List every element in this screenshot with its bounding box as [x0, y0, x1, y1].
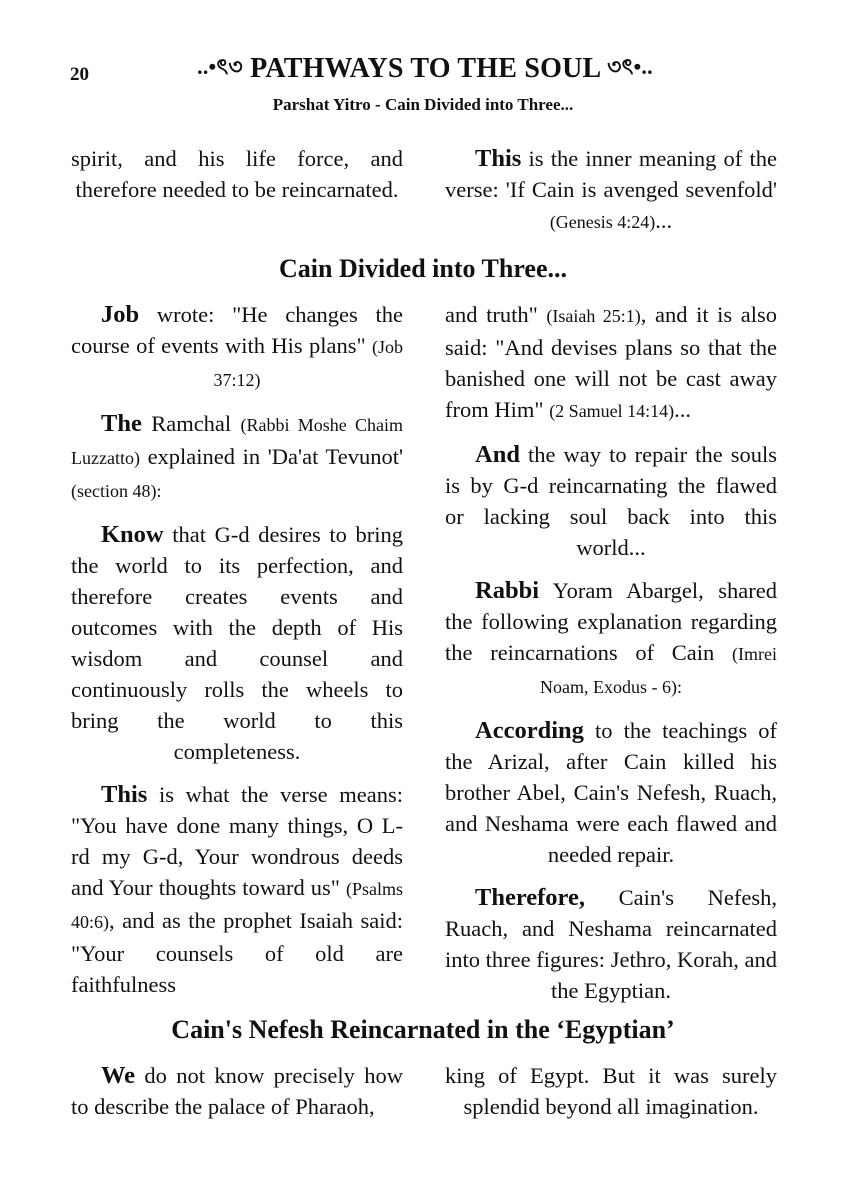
citation: (Rabbi Moshe Chaim Luzzatto)	[71, 415, 403, 468]
citation: (section 48):	[71, 481, 162, 501]
citation: (Genesis 4:24)	[549, 212, 656, 232]
citation: (Isaiah 25:1)	[546, 306, 641, 326]
top-left-column	[71, 143, 403, 217]
section-heading: Cain's Nefesh Reincarnated in the ‘Egyptian’	[171, 1015, 675, 1044]
book-title: PATHWAYS TO THE SOUL	[250, 53, 600, 84]
top-right-column	[445, 143, 777, 250]
lead-word: The	[101, 410, 142, 437]
lead-word: Know	[101, 521, 164, 548]
section2-right-column	[445, 1060, 777, 1134]
lead-word: Rabbi	[475, 577, 540, 604]
citation: (Job 37:12)	[213, 337, 403, 390]
section2-left-column	[71, 1060, 403, 1134]
page-header	[0, 50, 846, 90]
paragraph-pharaoh: We do not know precisely how to describe the palace of Pharaoh,	[71, 1062, 403, 1119]
section1-right-column	[445, 299, 777, 1018]
lead-word: And	[475, 441, 520, 468]
chapter-subtitle: Parshat Yitro - Cain Divided into Three...	[272, 95, 574, 114]
paragraph-therefore: Therefore, Cain's Nefesh, Ruach, and Neshama reincarnated into three figures: Jethro, Korah, and the Egyptian.	[445, 884, 777, 1003]
paragraph-ramchal: The Ramchal (Rabbi Moshe Chaim Luzzatto) explained in 'Da'at Tevunot' (section 48):	[71, 410, 403, 501]
continuation-paragraph: spirit, and his life force, and therefore needed to be reincarnated.	[71, 146, 403, 202]
paragraph-rabbi: Rabbi Yoram Abargel, shared the following explanation regarding the reincarnations of Cain (Imrei Noam, Exodus - 6):	[445, 577, 777, 697]
verse-paragraph: This is the inner meaning of the verse: 'If Cain is avenged sevenfold' (Genesis 4:24)...	[445, 145, 777, 233]
running-title	[130, 50, 720, 87]
flourish-right-icon: ৩ৎ•..	[607, 54, 653, 79]
paragraph-know: Know that G-d desires to bring the world to its perfection, and therefore creates events and outcomes with the depth of His wisdom and counsel and continuously rolls the wheels to bring the world to this completeness.	[71, 521, 403, 764]
lead-word: Job	[101, 301, 140, 328]
citation: (2 Samuel 14:14)	[549, 401, 675, 421]
section1-left-column	[71, 299, 403, 1012]
lead-word: Therefore,	[475, 884, 585, 911]
lead-word: We	[101, 1062, 136, 1089]
section-heading: Cain Divided into Three...	[279, 254, 567, 283]
paragraph-verse: This is what the verse means: "You have done many things, O L-rd my G-d, Your wondrous deeds and Your thoughts toward us" (Psalms 40:6), and as the prophet Isaiah said: "Your counsels of old are faithfulness	[71, 781, 403, 997]
citation: (Psalms 40:6)	[71, 879, 403, 932]
paragraph-arizal: According to the teachings of the Arizal, after Cain killed his brother Abel, Cain's Nefesh, Ruach, and Neshama were each flawed and needed repair.	[445, 717, 777, 867]
paragraph-isaiah: and truth" (Isaiah 25:1), and it is also said: "And devises plans so that the banished one will not be cast away from Him" (2 Samuel 14:14)...	[445, 302, 777, 422]
paragraph-job: Job wrote: "He changes the course of events with His plans" (Job 37:12)	[71, 301, 403, 390]
citation: (Imrei Noam, Exodus - 6):	[540, 644, 777, 697]
lead-word: This	[475, 145, 522, 172]
lead-word: This	[101, 781, 148, 808]
paragraph-egypt: king of Egypt. But it was surely splendid beyond all imagination.	[445, 1063, 777, 1119]
lead-word: According	[475, 717, 584, 744]
page-number: 20	[70, 64, 89, 85]
paragraph-repair: And the way to repair the souls is by G-d reincarnating the flawed or lacking soul back into this world...	[445, 441, 777, 560]
flourish-left-icon: ..•ৎ৩	[197, 54, 243, 79]
